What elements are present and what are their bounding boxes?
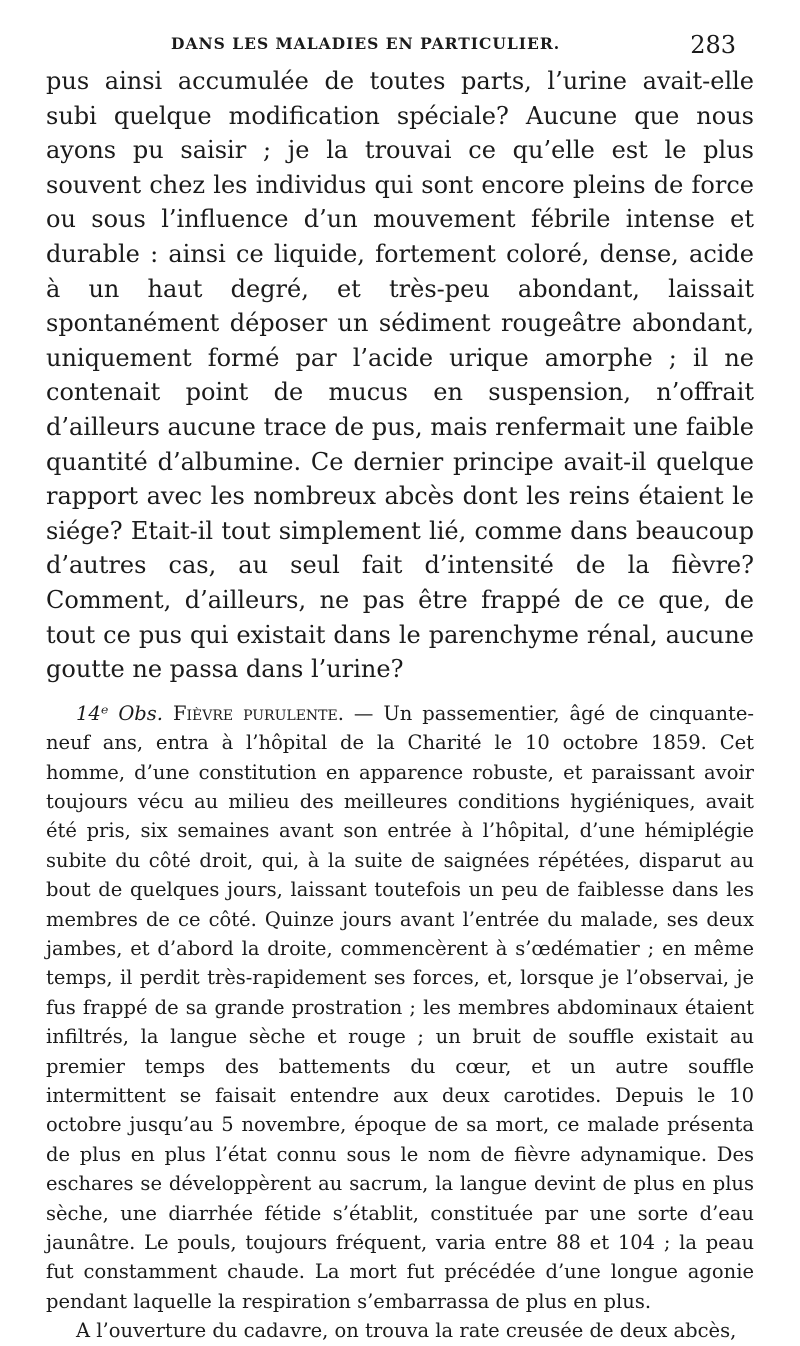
running-head [46,31,754,64]
observation-heading: Fièvre purulente. [172,701,344,725]
body-paragraph-3: A l’ouverture du cadavre, on trouva la rate creusée de deux abcès, [76,1319,737,1343]
page-number: 283 [690,31,736,59]
running-title: DANS LES MALADIES EN PARTICULIER. [171,34,561,53]
observation-number: 14ᵉ Obs. [76,701,163,725]
body-paragraph-1: pus ainsi accumulée de toutes parts, l’urine avait-elle subi quelque modification spéciale? Aucune que nous ayons pu saisir ; je la trouvai ce qu’elle est le plus souvent chez les individus qui sont encore pleins de force ou sous l’influence d’un mouvement fébrile intense et durable : ainsi ce liquide, fortement coloré, dense, acide à un haut degré, et très-peu abondant, laissait spontanément déposer un sédiment rougeâtre abondant, uniquement formé par l’acide urique amorphe ; il ne contenait point de mucus en suspension, n’offrait d’ailleurs aucune trace de pus, mais renfermait une faible quantité d’albumine. Ce dernier principe avait-il quelque rapport avec les nombreux abcès dont les reins étaient le siége? Etait-il tout simplement lié, comme dans beaucoup d’autres cas, au seul fait d’intensité de la fièvre? Comment, d’ailleurs, ne pas être frappé de ce que, de tout ce pus qui existait dans le parenchyme rénal, aucune goutte ne passa dans l’urine? [46,67,754,684]
observation-14-paragraph [46,699,754,1317]
book-page [46,31,754,1346]
observation-text: — Un passementier, âgé de cinquante-neuf ans, entra à l’hôpital de la Charité le 10 octobre 1859. Cet homme, d’une constitution en apparence robuste, et paraissant avoir toujours vécu au milieu des meilleures conditions hygiéniques, avait été pris, six semaines avant son entrée à l’hôpital, d’une hémiplégie subite du côté droit, qui, à la suite de saignées répétées, disparut au bout de quelques jours, laissant toutefois un peu de faiblesse dans les membres de ce côté. Quinze jours avant l’entrée du malade, ses deux jambes, et d’abord la droite, commencèrent à s’œdématier ; en même temps, il perdit très-rapidement ses forces, et, lorsque je l’observai, je fus frappé de sa grande prostration ; les membres abdominaux étaient infiltrés, la langue sèche et rouge ; un bruit de souffle existait au premier temps des battements du cœur, et un autre souffle intermittent se faisait entendre aux deux carotides. Depuis le 10 octobre jusqu’au 5 novembre, époque de sa mort, ce malade présenta de plus en plus l’état connu sous le nom de fièvre adynamique. Des eschares se développèrent au sacrum, la langue devint de plus en plus sèche, une diarrhée fétide s’établit, constituée par une sorte d’eau jaunâtre. Le pouls, toujours fréquent, varia entre 88 et 104 ; la peau fut constamment chaude. La mort fut précédée d’une longue agonie pendant laquelle la respiration s’embarrassa de plus en plus. [46,701,754,1313]
